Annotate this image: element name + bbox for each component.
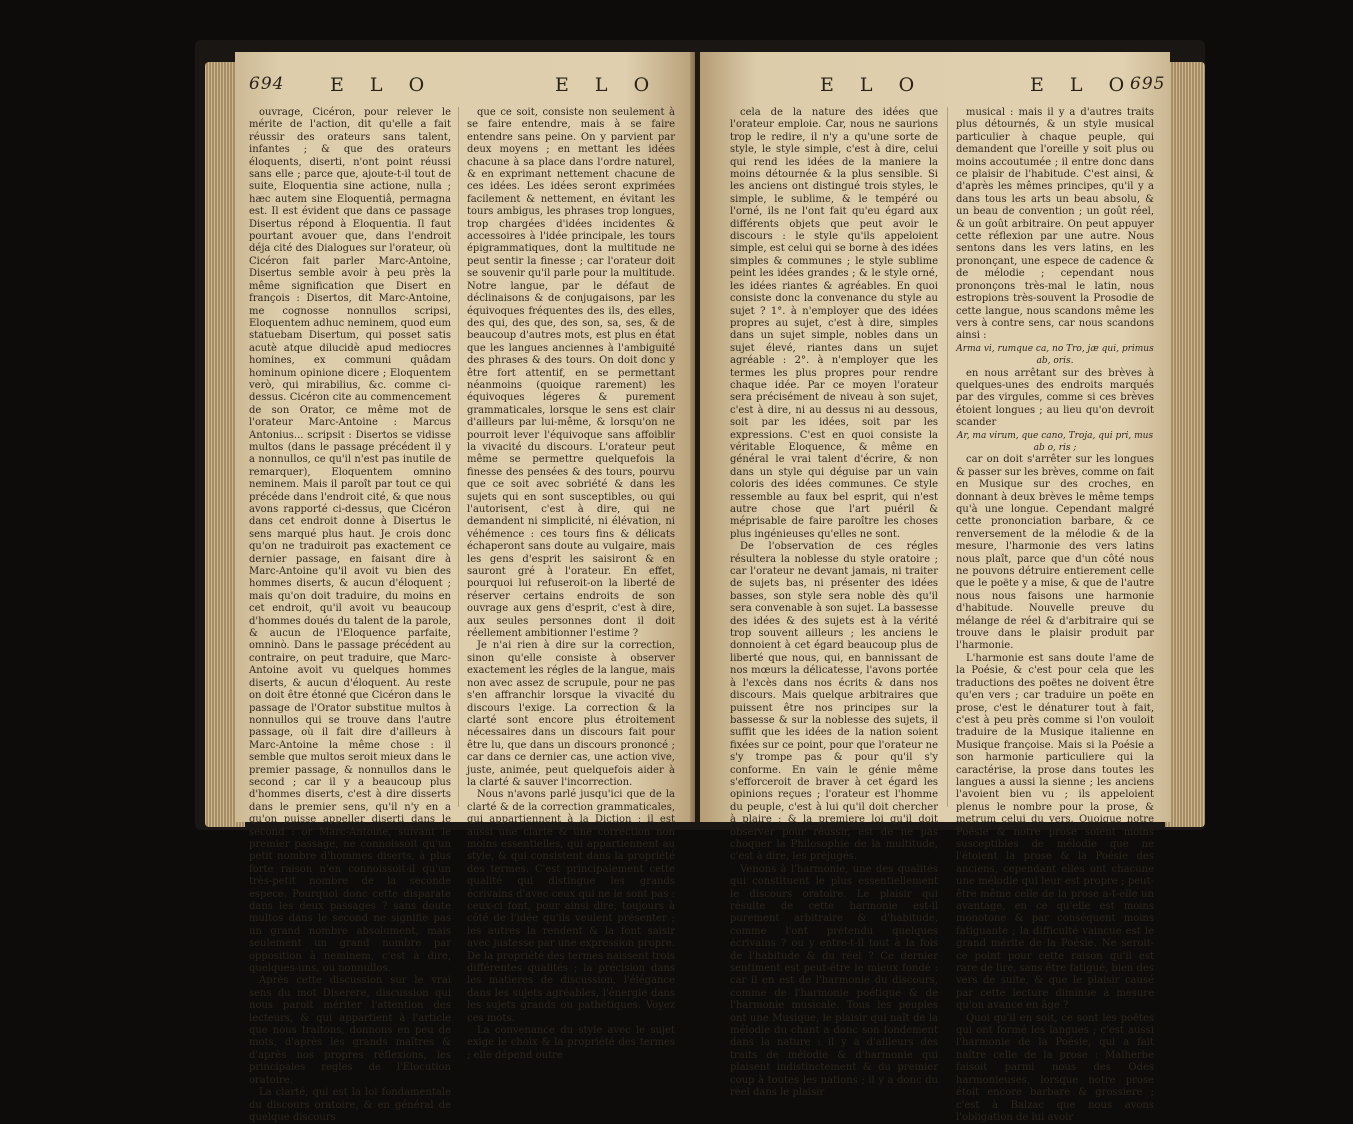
running-head: E L O	[1030, 74, 1135, 96]
verse-line: Arma vi, rumque ca, no Tro, jæ qui, primus ab, oris.	[956, 343, 1154, 367]
text-column-1	[730, 107, 938, 1099]
page-edges-right	[1165, 62, 1205, 827]
page-number-right: 695	[1130, 74, 1166, 94]
left-page-header	[235, 74, 695, 98]
running-head: E L O	[330, 74, 435, 96]
paragraph: De l'observation de ces régles résultera la noblesse du style oratoire ; car l'orateur ne devant jamais, ni traiter de sujets bas, ni présenter des idées basses, son style sera noble dès qu'il sera convenable à son sujet. La bassesse des idées & des sujets est à la vérité trop souvent ailleurs ; les anciens le donnoient à cet égard beaucoup plus de liberté que nous, qui, en bannissant de nos mœurs la délicatesse, l'avons portée à l'excès dans nos écrits & dans nos discours. Mais quelque arbitraires que puissent être nos principes sur la bassesse & sur la noblesse des sujets, il suffit que les idées de la nation soient fixées sur ce point, pour que l'orateur ne s'y trompe pas & pour qu'il s'y conforme. En vain le génie même s'efforceroit de braver à cet égard les opinions reçues ; l'orateur est l'homme du peuple, c'est à lui qu'il doit chercher à plaire ; & la premiere loi qu'il doit observer pour réussir, est de ne pas choquer la Philosophie de la multitude, c'est à dire, les préjugés.	[730, 541, 938, 863]
paragraph: en nous arrêtant sur des brèves à quelques-unes des endroits marqués par des virgules, comme si ces brèves étoient longues ; au lieu qu'on devroit scander	[956, 367, 1154, 429]
running-head: E L O	[820, 74, 925, 96]
text-column-2	[467, 107, 675, 1061]
paragraph: musical : mais il y a d'autres traits plus détournés, & un style musical particulier à chaque peuple, qui demandent que l'oreille y soit plus ou moins accoutumée ; il entre donc dans ce plaisir de l'habitude. C'est ainsi, & d'après les mêmes principes, qu'il y a dans tous les arts un beau absolu, & un beau de convention ; un goût réel, & un goût arbitraire. On peut appuyer cette réflexion par une autre. Nous sentons dans les vers latins, en les prononçant, une espece de cadence & de mélodie ; cependant nous prononçons très-mal le latin, nous estropions très-souvent la Prosodie de cette langue, nous scandons même les vers à contre sens, car nous scandons ainsi :	[956, 107, 1154, 342]
paragraph: ouvrage, Cicéron, pour relever le mérite de l'action, dit qu'elle a fait réussir des orateurs sans talent, infantes ; & que des orateurs éloquents, diserti, n'ont point réussi sans elle ; parce que, ajoute-t-il tout de suite, Eloquentia sine actione, nulla ; hæc autem sine Eloquentiâ, permagna est. Il est évident que dans ce passage Disertus répond à Eloquentia. Il faut pourtant avouer que, dans l'endroit déja cité des Dialogues sur l'orateur, où Cicéron fait parler Marc-Antoine, Disertus semble avoir à peu près la même signification que Disert en françois : Disertos, dit Marc-Antoine, me cognosse nonnullos scripsi, Eloquentem adhuc neminem, quod eum statuebam Disertum, qui posset satis acutè atque dilucidè apud mediocres homines, ex communi quâdam hominum opinione dicere ; Eloquentem verò, qui mirabilius, &c. comme ci-dessus. Cicéron cite au commencement de son Orator, ce même mot de l'orateur Marc-Antoine : Marcus Antonius... scripsit : Disertos se vidisse multos (dans le passage précédent il y a nonnullos, ce qu'il n'est pas inutile de remarquer), Eloquentem omnino neminem. Mais il paroît par tout ce qui précéde dans l'endroit cité, & que nous avons rapporté ci-dessus, que Cicéron dans cet endroit donne à Disertus le sens marqué plus haut. Je crois donc qu'on ne traduiroit pas exactement ce dernier passage, en faisant dire à Marc-Antoine qu'il avoit vu bien des hommes diserts, & aucun d'éloquent ; mais qu'on doit traduire, du moins en cet endroit, qu'il avoit vu beaucoup d'hommes doués du talent de la parole, & aucun de l'Eloquence parfaite, omninò. Dans le passage précédent au contraire, on peut traduire, que Marc-Antoine avoit vu quelques hommes diserts, & aucun d'éloquent. Au reste on doit être étonné que Cicéron dans le passage de l'Orator substitue multos à nonnullos qui se trouve dans l'autre passage, où il fait dire d'ailleurs à Marc-Antoine la même chose : il semble que multos seroit mieux dans le premier passage, & nonnullos dans le second ; car il y a beaucoup plus d'hommes diserts, c'est à dire disserts dans le premier sens, qu'il n'y en a qu'on puisse appeller diserti dans le second : or Marc-Antoine, suivant le premier passage, ne connoissoit qu'un petit nombre d'hommes diserts, à plus forte raison n'en connoissoit-il qu'un très-petit nombre de la seconde espece. Pourquoi donc cette disparate dans les deux passages ? sans doute multos dans le second ne signifie pas un grand nombre absolument, mais seulement un grand nombre par opposition à neminem, c'est à dire, quelques-uns, ou nonnullos.	[249, 107, 451, 975]
page-number-left: 694	[249, 74, 285, 94]
paragraph: cela de la nature des idées que l'orateur emploie. Car, nous ne saurions trop le redire, il n'y a qu'une sorte de style, le style simple, c'est à dire, celui qui rend les idées de la maniere la moins détournée & la plus sensible. Si les anciens ont distingué trois styles, le simple, le sublime, & le tempéré ou l'orné, ils ne l'ont fait qu'eu égard aux différents objets que peut avoir le discours : le style qu'ils appeloient simple, est celui qui se borne à des idées simples & communes ; le style sublime peint les idées grandes ; & le style orné, les idées riantes & agréables. En quoi consiste donc la convenance du style au sujet ? 1°. à n'employer que des idées propres au sujet, c'est à dire, simples dans un sujet simple, nobles dans un sujet élevé, riantes dans un sujet agréable : 2°. à n'employer que les termes les plus propres pour rendre chaque idée. Par ce moyen l'orateur sera précisément de niveau à son sujet, c'est à dire, ni au dessus ni au dessous, soit par les idées, soit par les expressions. C'est en quoi consiste la véritable Eloquence, & même en général le vrai talent d'écrire, & non dans un style qui déguise par un vain coloris des idées communes. Ce style ressemble au faux bel esprit, qui n'est autre chose que l'art puéril & méprisable de faire paroître les choses plus ingénieuses qu'elles ne sont.	[730, 107, 938, 540]
running-head: E L O	[555, 74, 660, 96]
paragraph: Venons à l'harmonie, une des qualités qui constituent le plus essentiellement le discours oratoire. Le plaisir qui résulte de cette harmonie est-il purement arbitraire & d'habitude, comme l'ont prétendu quelques écrivains ? ou y entre-t-il tout à la fois de l'habitude & du réel ? Ce dernier sentiment est peut-être le mieux fondé : car il en est de l'harmonie du discours, comme de l'harmonie poétique & de l'harmonie musicale. Tous les peuples ont une Musique, le plaisir qui naît de la mélodie du chant a donc son fondement dans la nature : il y a d'ailleurs des traits de mélodie & d'harmonie qui plaisent indistinctement & du premier coup à toutes les nations ; il y a donc du réel dans le plaisir	[730, 863, 938, 1099]
paragraph: Quoi qu'il en soit, ce sont les poëtes qui ont formé les langues ; c'est aussi l'harmonie de la Poésie, qui a fait naître celle de la prose : Malherbe faisoit parmi nous des Odes harmonieuses, lorsque notre prose étoit encore barbare & grossiere ; c'est à Balzac que nous avons l'obligation de lui avoir	[956, 1012, 1154, 1123]
paragraph: La convenance du style avec le sujet exige le choix & la propriété des termes ; elle dépend outre	[467, 1025, 675, 1061]
column-rule	[947, 107, 948, 807]
column-rule	[458, 107, 459, 807]
text-column-2	[956, 107, 1154, 1123]
paragraph: Après cette discussion sur le vrai sens du mot Diserere, discussion qui nous paroit mériter l'attention des lecteurs, & qui appartient à l'article que nous traitons, donnons en peu de mots, d'après les grands maîtres & d'après nos propres réflexions, les principales regles de l'Elocution oratoire.	[249, 975, 451, 1086]
paragraph: que ce soit, consiste non seulement à se faire entendre, mais à se faire entendre sans peine. On y parvient par deux moyens ; en mettant les idées chacune à sa place dans l'ordre naturel, & en exprimant nettement chacune de ces idées. Les idées seront exprimées facilement & nettement, en évitant les tours ambigus, les phrases trop longues, trop chargées d'idées incidentes & accessoires à l'idée principale, les tours épigrammatiques, dont la multitude ne peut sentir la finesse ; car l'orateur doit se souvenir qu'il parle pour la multitude. Notre langue, par le défaut de déclinaisons & de conjugaisons, par les équivoques fréquentes des ils, des elles, des qui, des que, des son, sa, ses, & de beaucoup d'autres mots, est plus en état que les langues anciennes à l'ambiguité des phrases & des tours. On doit donc y être fort attentif, en se permettant néanmoins (quoique rarement) les équivoques légeres & purement grammaticales, lorsque le sens est clair d'ailleurs par lui-même, & lorsqu'on ne pourroit lever l'équivoque sans affoiblir la vivacité du discours. L'orateur peut même se permettre quelquefois la finesse des pensées & des tours, pourvu que ce soit avec sobriété & dans les sujets qui en sont susceptibles, ou qui l'autorisent, c'est à dire, qui ne demandent ni simplicité, ni élévation, ni véhémence : ces tours fins & délicats échaperont sans doute au vulgaire, mais les gens d'esprit les saisiront & en sauront gré à l'orateur. En effet, pourquoi lui refuseroit-on la liberté de réserver certains endroits de son ouvrage aux gens d'esprit, c'est à dire, aux seules personnes dont il doit réellement ambitionner l'estime ?	[467, 107, 675, 640]
right-page	[700, 52, 1170, 1123]
paragraph: La clarté, qui est la loi fondamentale du discours oratoire, & en général de quelque discours	[249, 1087, 451, 1123]
left-page	[235, 52, 695, 1123]
paragraph: Nous n'avons parlé jusqu'ici que de la clarté & de la correction grammaticales, qui appartiennent à la Diction ; il est aussi une clarté & une correction non moins essentielles, qui appartiennent au style, & qui consistent dans la propriété des termes. C'est principalement cette qualité qui distingue les grands écrivains d'avec ceux qui ne le sont pas : ceux-ci font, pour ainsi dire, toujours à côté de l'idée qu'ils veulent présenter ; les autres la rendent & la font saisir avec justesse par une expression propre. De la propriété des termes naissent trois différentes qualités ; la précision dans les matieres de discussion, l'élégance dans les sujets agréables, l'énergie dans les sujets grands ou pathétiques. Voyez ces mots.	[467, 789, 675, 1024]
paragraph: car on doit s'arrêter sur les longues & passer sur les brèves, comme on fait en Musique sur des croches, en donnant à deux brèves le même temps qu'à une longue. Cependant malgré cette prononciation barbare, & ce renversement de la mélodie & de la mesure, l'harmonie des vers latins nous plaît, parce que d'un côté nous ne pouvons détruire entierement celle que le poëte y a mise, & que de l'autre nous nous faisons une harmonie d'habitude. Nouvelle preuve du mélange de réel & d'arbitraire qui se trouve dans le plaisir produit par l'harmonie.	[956, 454, 1154, 652]
right-page-header	[700, 74, 1170, 98]
paragraph: Je n'ai rien à dire sur la correction, sinon qu'elle consiste à observer exactement les régles de la langue, mais non avec assez de scrupule, pour ne pas s'en affranchir lorsque la vivacité du discours l'exige. La correction & la clarté sont encore plus étroitement nécessaires dans un discours fait pour être lu, que dans un discours prononcé ; car dans ce dernier cas, une action vive, juste, animée, peut quelquefois aider à la clarté & sauver l'incorrection.	[467, 640, 675, 788]
verse-line: Ar, ma virum, que cano, Troja, qui pri, mus ab o, ris ;	[956, 430, 1154, 453]
paragraph: L'harmonie est sans doute l'ame de la Poésie, & c'est pour cela que les traductions des poëtes ne doivent être qu'en vers ; car traduire un poëte en prose, c'est le dénaturer tout à fait, c'est à peu près comme si l'on vouloit traduire de la Musique italienne en Musique françoise. Mais si la Poésie a son harmonie particuliere qui la caractérise, la prose dans toutes les langues a aussi la sienne ; les anciens l'avoient bien vu ; ils appeloient plenus le nombre pour la prose, & metrum celui du vers. Quoique notre Poésie & notre prose soient moins susceptibles de mélodie que ne l'étoient la prose & la Poésie des anciens, cependant elles ont chacune une mélodie qui leur est propre ; peut-être même celle de la prose a-t-elle un avantage, en ce qu'elle est moins monotone & par conséquent moins fatiguante ; la difficulté vaincue est le grand mérite de la Poésie. Ne seroit-ce point pour cette raison qu'il est rare de lire, sans être fatigué, bien des vers de suite, & que le plaisir causé par cette lecture diminue à mesure qu'on avance en âge ?	[956, 652, 1154, 1012]
text-column-1	[249, 107, 451, 1123]
